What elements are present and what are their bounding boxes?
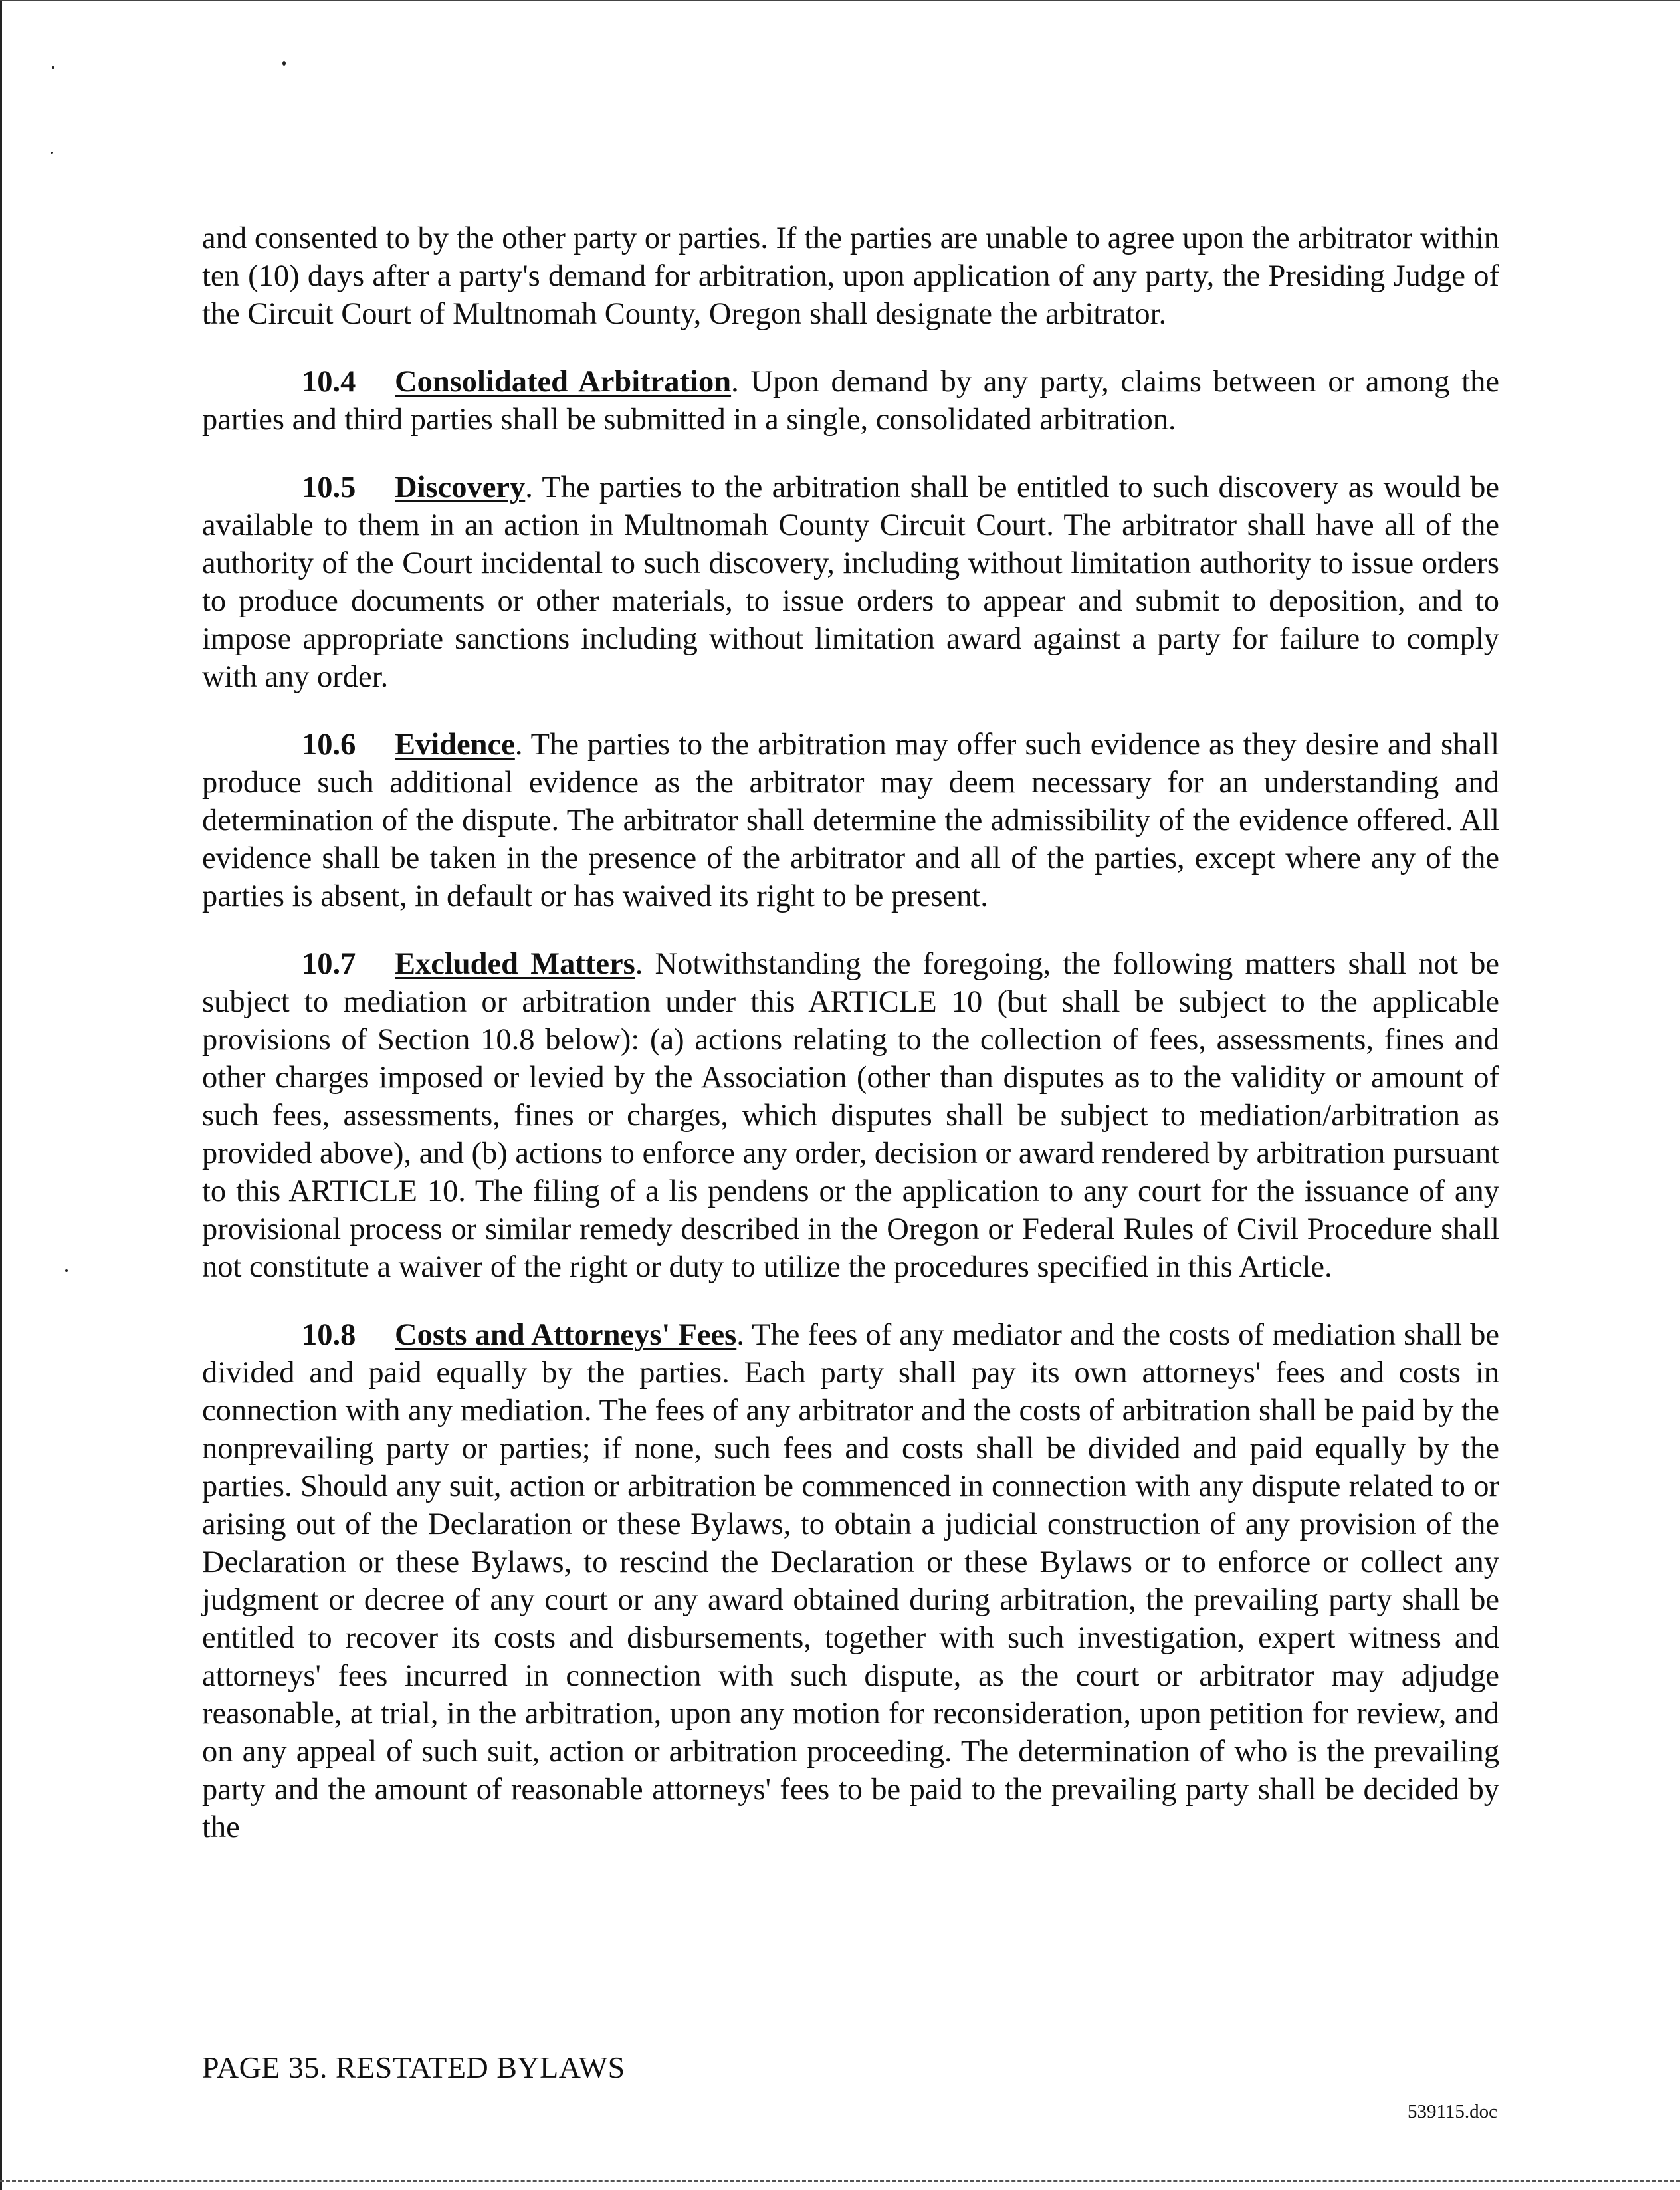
page-footer-label: PAGE 35. RESTATED BYLAWS	[202, 2050, 625, 2084]
section-number: 10.5	[302, 471, 356, 504]
scan-speck	[51, 152, 53, 154]
section-title: Excluded Matters	[395, 947, 635, 981]
section-text: . The fees of any mediator and the costs of mediation shall be divided and paid equally by the parties. Each party shall pay its own attorneys' fees and costs in connection with any mediation. The fees of any arbitrator and the costs of arbitration shall be paid by the nonprevailing party or parties; if none, such fees and costs shall be divided and paid equally by the parties. Should any suit, action or arbitration be commenced in connection with any dispute related to or arising out of the Declaration or these Bylaws, to obtain a judicial construction of any provision of the Declaration or these Bylaws, to rescind the Declaration or these Bylaws or to enforce or collect any judgment or decree of any court or any award obtained during arbitration, the prevailing party shall be entitled to recover its costs and disbursements, together with such investigation, expert witness and attorneys' fees incurred in connection with such dispute, as the court or arbitrator may adjudge reasonable, at trial, in the arbitration, upon any motion for reconsideration, upon petition for review, and on any appeal of such suit, action or arbitration proceeding. The determination of who is the prevailing party and the amount of reasonable attorneys' fees to be paid to the prevailing party shall be decided by the	[202, 1318, 1499, 1844]
section-10-6	[202, 726, 1499, 915]
section-number: 10.8	[302, 1318, 356, 1352]
document-id: 539115.doc	[1407, 2101, 1497, 2122]
paragraph-text: and consented to by the other party or parties. If the parties are unable to agree upon the arbitrator within ten (10) days after a party's demand for arbitration, upon application of any party, the Presiding Judge of the Circuit Court of Multnomah County, Oregon shall designate the arbitrator.	[202, 221, 1499, 331]
section-number: 10.4	[302, 365, 356, 399]
section-title: Costs and Attorneys' Fees	[395, 1318, 737, 1352]
section-title: Consolidated Arbitration	[395, 365, 732, 399]
section-10-8	[202, 1316, 1499, 1846]
scan-speck	[52, 66, 54, 69]
paragraph-continuation	[202, 219, 1499, 333]
scan-edge-left	[0, 0, 2, 2190]
section-title: Evidence	[395, 728, 515, 762]
scan-edge-top	[0, 0, 1680, 1]
scan-speck	[282, 61, 286, 66]
section-number: 10.6	[302, 728, 356, 762]
section-title: Discovery	[395, 471, 526, 504]
section-10-4	[202, 363, 1499, 439]
document-body	[202, 219, 1499, 1846]
section-text: . The parties to the arbitration may offer such evidence as they desire and shall produce such additional evidence as the arbitrator may deem necessary for an understanding and determination of the dispute. The arbitrator shall determine the admissibility of the evidence offered. All evidence shall be taken in the presence of the arbitrator and all of the parties, except where any of the parties is absent, in default or has waived its right to be present.	[202, 728, 1499, 913]
section-text: . Notwithstanding the foregoing, the following matters shall not be subject to mediation or arbitration under this ARTICLE 10 (but shall be subject to the applicable provisions of Section 10.8 below): (a) actions relating to the collection of fees, assessments, fines and other charges imposed or levied by the Association (other than disputes as to the validity or amount of such fees, assessments, fines or charges, which disputes shall be subject to mediation/arbitration as provided above), and (b) actions to enforce any order, decision or award rendered by arbitration pursuant to this ARTICLE 10. The filing of a lis pendens or the application to any court for the issuance of any provisional process or similar remedy described in the Oregon or Federal Rules of Civil Procedure shall not constitute a waiver of the right or duty to utilize the procedures specified in this Article.	[202, 947, 1499, 1284]
section-10-5	[202, 469, 1499, 696]
section-text: . Upon demand by any party, claims between or among the parties and third parties shall be submitted in a single, consolidated arbitration.	[202, 365, 1500, 437]
section-number: 10.7	[302, 947, 356, 981]
scan-edge-bottom	[0, 2180, 1680, 2182]
scan-speck	[65, 1269, 68, 1272]
section-text: . The parties to the arbitration shall be entitled to such discovery as would be available to them in an action in Multnomah County Circuit Court. The arbitrator shall have all of the authority of the Court incidental to such discovery, including without limitation authority to issue orders to produce documents or other materials, to issue orders to appear and submit to deposition, and to impose appropriate sanctions including without limitation award against a party for failure to comply with any order.	[202, 471, 1499, 694]
section-10-7	[202, 945, 1499, 1286]
